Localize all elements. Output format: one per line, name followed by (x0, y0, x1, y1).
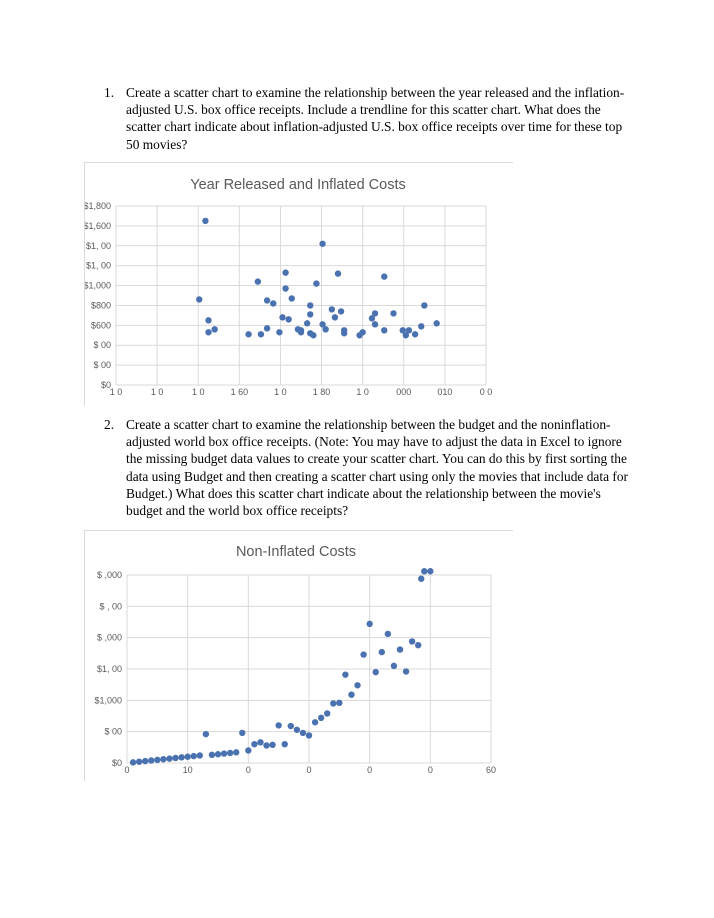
data-point (227, 750, 233, 756)
data-point (270, 300, 276, 306)
question-number: 2. (104, 417, 115, 432)
data-point (251, 741, 257, 747)
data-point (205, 329, 211, 335)
data-point (421, 568, 427, 574)
x-tick-label: 000 (396, 387, 412, 397)
data-point (233, 749, 239, 755)
data-point (418, 323, 424, 329)
data-point (397, 646, 403, 652)
data-point (354, 682, 360, 688)
x-tick-label: 1 0 (191, 387, 205, 397)
data-point (372, 310, 378, 316)
y-tick-label: $1,800 (85, 201, 111, 211)
data-point (255, 278, 261, 284)
x-tick-label: 10 (182, 765, 193, 775)
scatter-chart-year-released (84, 162, 513, 406)
question-number: 1. (104, 85, 115, 100)
y-tick-label: $ ,000 (96, 570, 122, 580)
data-point (379, 649, 385, 655)
y-tick-label: $ 00 (93, 340, 111, 351)
data-point (409, 638, 415, 644)
data-point (203, 731, 209, 737)
data-point (298, 327, 304, 333)
x-tick-label: 010 (437, 387, 453, 397)
data-point (184, 754, 190, 760)
data-point (329, 306, 335, 312)
data-point (282, 269, 288, 275)
data-point (366, 621, 372, 627)
x-tick-label: 0 (367, 765, 373, 775)
x-tick-label: 1 0 (109, 387, 123, 397)
y-tick-label: $1,000 (85, 280, 111, 291)
x-tick-label: 1 60 (230, 387, 249, 397)
x-tick-label: 0 (427, 765, 433, 775)
data-point (319, 241, 325, 247)
data-point (257, 739, 263, 745)
x-tick-label: 0 (245, 765, 251, 775)
y-tick-label: $1, 00 (96, 664, 122, 674)
data-point (307, 302, 313, 308)
data-point (196, 296, 202, 302)
data-point (330, 700, 336, 706)
data-point (269, 742, 275, 748)
data-point (348, 691, 354, 697)
data-point (306, 732, 312, 738)
data-point (390, 310, 396, 316)
data-point (318, 715, 324, 721)
data-point (148, 757, 154, 763)
x-tick-label: 1 80 (312, 387, 331, 397)
data-point (197, 752, 203, 758)
data-point (372, 321, 378, 327)
data-point (381, 327, 387, 333)
y-tick-label: $ 00 (93, 360, 111, 371)
data-point (406, 327, 412, 333)
data-point (264, 297, 270, 303)
data-point (421, 302, 427, 308)
data-point (342, 671, 348, 677)
data-point (136, 759, 142, 765)
data-point (373, 669, 379, 675)
data-point (412, 331, 418, 337)
data-point (239, 730, 245, 736)
data-point (275, 722, 281, 728)
y-tick-label: $ , 00 (99, 601, 122, 612)
y-tick-label: $0 (111, 758, 122, 768)
x-tick-label: 0 (124, 765, 130, 775)
data-point (307, 311, 313, 317)
data-point (264, 325, 270, 331)
y-tick-label: $0 (100, 380, 111, 390)
data-point (391, 663, 397, 669)
data-point (415, 642, 421, 648)
chart-title: Non-Inflated Costs (235, 544, 357, 560)
data-point (294, 727, 300, 733)
scatter-chart-budget (84, 530, 513, 781)
question-text: Create a scatter chart to examine the relationship between the year released and the inflation-adjusted U.S. box office receipts. Include a trendline for this scatter chart. What does the scatter chart indicate about inflation-adjusted U.S. box office receipts over time for these top 50 movies? (126, 85, 625, 152)
data-point (209, 752, 215, 758)
data-point (178, 754, 184, 760)
data-point (300, 730, 306, 736)
data-point (322, 326, 328, 332)
data-point (332, 314, 338, 320)
data-point (166, 755, 172, 761)
data-point (205, 317, 211, 323)
data-point (310, 332, 316, 338)
data-point (336, 700, 342, 706)
data-point (191, 753, 197, 759)
data-point (359, 329, 365, 335)
y-tick-label: $1,600 (85, 220, 111, 231)
data-point (211, 326, 217, 332)
data-point (263, 742, 269, 748)
data-point (385, 631, 391, 637)
x-tick-label: 1 0 (274, 387, 287, 397)
data-point (282, 285, 288, 291)
data-point (289, 295, 295, 301)
y-tick-label: $600 (90, 320, 111, 331)
data-point (288, 723, 294, 729)
data-point (285, 316, 291, 322)
y-tick-label: $1, 00 (85, 240, 111, 251)
data-point (276, 329, 282, 335)
data-point (142, 758, 148, 764)
data-point (221, 750, 227, 756)
data-point (312, 719, 318, 725)
x-tick-label: 0 0 (479, 387, 493, 397)
data-point (324, 710, 330, 716)
data-point (360, 651, 366, 657)
data-point (130, 759, 136, 765)
y-tick-label: $800 (90, 300, 111, 311)
data-point (279, 314, 285, 320)
data-point (341, 330, 347, 336)
x-tick-label: 0 (306, 765, 312, 775)
y-tick-label: $ 00 (104, 726, 122, 737)
chart-title: Year Released and Inflated Costs (190, 177, 406, 193)
data-point (202, 218, 208, 224)
y-tick-label: $1,000 (94, 695, 122, 706)
data-point (427, 568, 433, 574)
data-point (258, 331, 264, 337)
x-tick-label: 1 0 (356, 387, 369, 397)
data-point (172, 755, 178, 761)
data-point (313, 280, 319, 286)
data-point (154, 757, 160, 763)
data-point (403, 668, 409, 674)
chart-canvas (85, 163, 513, 406)
x-tick-label: 60 (485, 765, 497, 775)
y-tick-label: $1, 00 (85, 260, 111, 271)
data-point (338, 308, 344, 314)
y-tick-label: $ ,000 (96, 632, 122, 643)
data-point (418, 576, 424, 582)
question-text: Create a scatter chart to examine the relationship between the budget and the noninflation-adjusted world box office receipts. (Note: You may have to adjust the data in Excel to ignore the missing budget data values to create your scatter chart. You can do this by first sorting the data using Budget and then creating a scatter chart using only the movies that include data for Budget.) What does this scatter chart indicate about the relationship between the movie's budget and the world box office receipts? (126, 417, 628, 519)
data-point (381, 273, 387, 279)
data-point (245, 747, 251, 753)
data-point (335, 270, 341, 276)
data-point (304, 320, 310, 326)
data-point (160, 756, 166, 762)
data-point (282, 741, 288, 747)
chart-canvas (85, 531, 513, 781)
data-point (433, 320, 439, 326)
data-point (215, 751, 221, 757)
data-point (245, 331, 251, 337)
x-tick-label: 1 0 (150, 387, 164, 397)
